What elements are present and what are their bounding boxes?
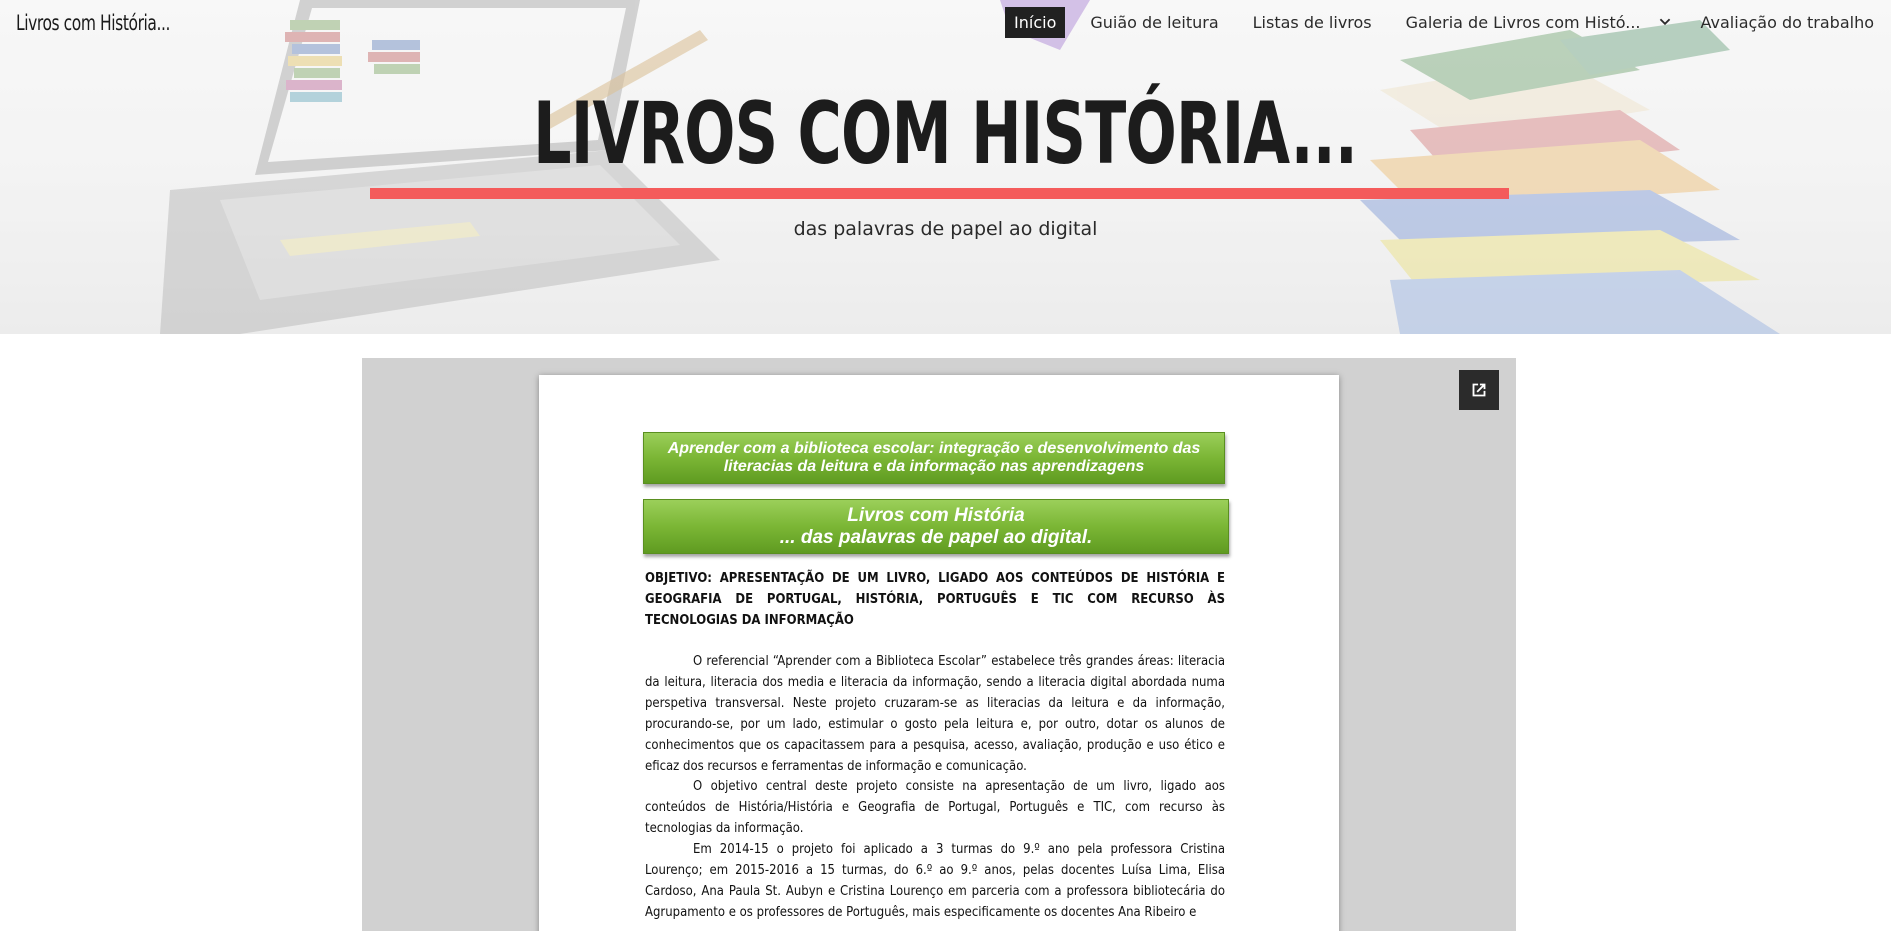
site-name[interactable]: Livros com História... [16,11,171,35]
open-in-new-button[interactable] [1459,370,1499,410]
banner-project-line-1: Livros com História [847,505,1025,526]
document-viewer[interactable] [362,358,1516,931]
document-paragraph: O objetivo central deste projeto consiste na apresentação de um livro, ligado aos conteúdos de História/História e Geografia de Portugal, Português e TIC, com recurso às tecnologias da informação. [645,779,1225,836]
nav-item-galeria[interactable]: Galeria de Livros com Histó... [1405,12,1641,32]
document-paragraph: O referencial “Aprender com a Biblioteca Escolar” estabelece três grandes áreas: literacia da leitura, literacia dos media e literacia da informação, sendo a literacia digital abordada numa perspetiva transversal. Neste projeto cruzaram-se as literacias da leitura e da informação, procurando-se, por um lado, estimular o gosto pela leitura e, por outro, dotar os alunos de conhecimentos que os capacitassem para a pesquisa, acesso, avaliação, produção e uso ético e eficaz dos recursos e ferramentas de informação e comunicação. [645,654,1225,774]
nav-item-listas-de-livros[interactable]: Listas de livros [1252,12,1372,32]
page-title-text: LIVROS COM HISTÓRIA... [533,84,1358,184]
document-banner-project [643,499,1229,554]
page-title [0,84,1891,184]
open-in-new-icon [1468,379,1490,401]
page-subtitle: das palavras de papel ao digital [793,218,1098,240]
document-objective-heading: OBJETIVO: APRESENTAÇÃO DE UM LIVRO, LIGADO AOS CONTEÚDOS DE HISTÓRIA E GEOGRAFIA DE PORTUGAL, HISTÓRIA, PORTUGUÊS E TIC COM RECURSO ÀS TECNOLOGIAS DA INFORMAÇÃO [645,571,1225,628]
nav-item-avaliacao-do-trabalho[interactable]: Avaliação do trabalho [1700,12,1874,32]
nav-item-guiao-de-leitura[interactable]: Guião de leitura [1090,12,1219,32]
nav-dropdown-galeria [1389,7,1684,38]
banner-program-line-1: Aprender com a biblioteca escolar: integração e desenvolvimento das [667,440,1201,457]
document-banner-program [643,432,1225,484]
hero-header [0,0,1891,334]
document-page [539,375,1339,931]
main-nav [997,0,1891,44]
nav-item-inicio[interactable]: Início [1005,7,1065,38]
title-underline [370,188,1509,199]
document-paragraph: Em 2014-15 o projeto foi aplicado a 3 turmas do 9.º ano pela professora Cristina Lourenço; em 2015-2016 a 15 turmas, do 6.º ao 9.º anos, pelas docentes Luísa Lima, Elisa Cardoso, Ana Paula St. Aubyn e Cristina Lourenço em parceria com a professora bibliotecária do Agrupamento e os professores de Português, mais especificamente os docentes Ana Ribeiro e [645,842,1225,920]
chevron-down-icon[interactable] [1654,11,1676,33]
banner-project-line-2: ... das palavras de papel ao digital. [779,527,1093,548]
banner-program-line-2: literacias da leitura e da informação nas aprendizagens [723,458,1145,475]
